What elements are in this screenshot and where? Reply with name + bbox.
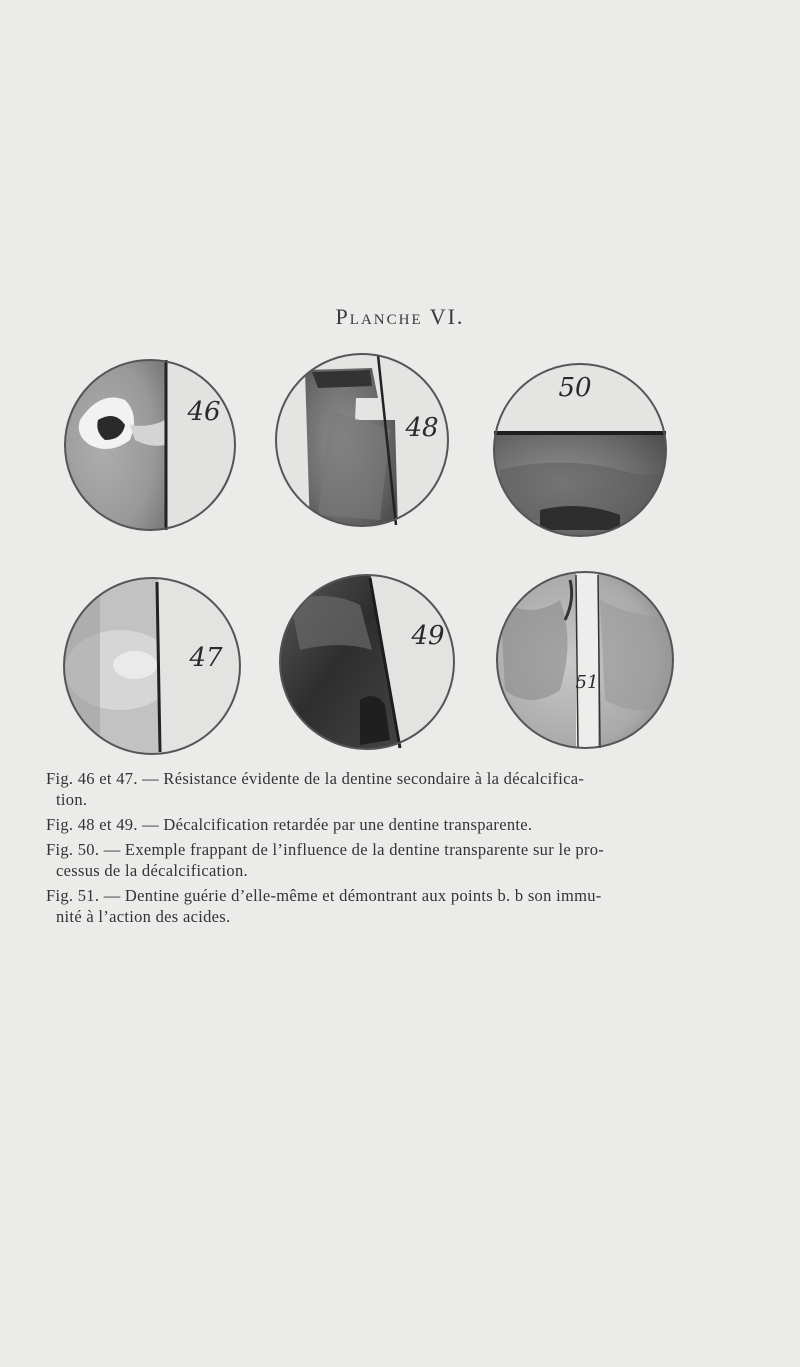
caption-line: Fig. 51. — Dentine guérie d’elle-même et démontrant aux points b. b son immu- [46, 886, 602, 905]
figure-49 [275, 572, 460, 754]
caption-fig-46-47 [46, 768, 696, 810]
figure-49-label: 49 [411, 621, 445, 651]
figure-48-label: 48 [405, 413, 439, 443]
figure-captions [46, 768, 696, 931]
figure-51 [495, 570, 675, 752]
caption-line: Fig. 50. — Exemple frappant de l’influence de la dentine transparente sur le pro- [46, 840, 605, 859]
figure-50-label: 50 [558, 373, 592, 403]
caption-line: Fig. 46 et 47. — Résistance évidente de la dentine secondaire à la décalcifica- [46, 769, 585, 788]
figure-50 [490, 360, 670, 543]
caption-fig-48-49 [46, 814, 696, 835]
figure-48 [270, 350, 450, 530]
caption-line: nité à l’action des acides. [56, 907, 231, 926]
figure-47-label: 47 [189, 643, 223, 673]
plate-title-text: Planche VI. [335, 304, 465, 329]
figure-51-label: 51 [575, 672, 599, 693]
figure-46 [60, 355, 246, 535]
figure-47 [60, 575, 248, 755]
caption-line: cessus de la décalcification. [56, 861, 248, 880]
figure-46-label: 46 [187, 397, 221, 427]
caption-line: Fig. 48 et 49. — Décalcification retardée par une dentine transparente. [46, 815, 533, 834]
caption-fig-51 [46, 885, 696, 927]
caption-line: tion. [56, 790, 88, 809]
caption-fig-50 [46, 839, 696, 881]
